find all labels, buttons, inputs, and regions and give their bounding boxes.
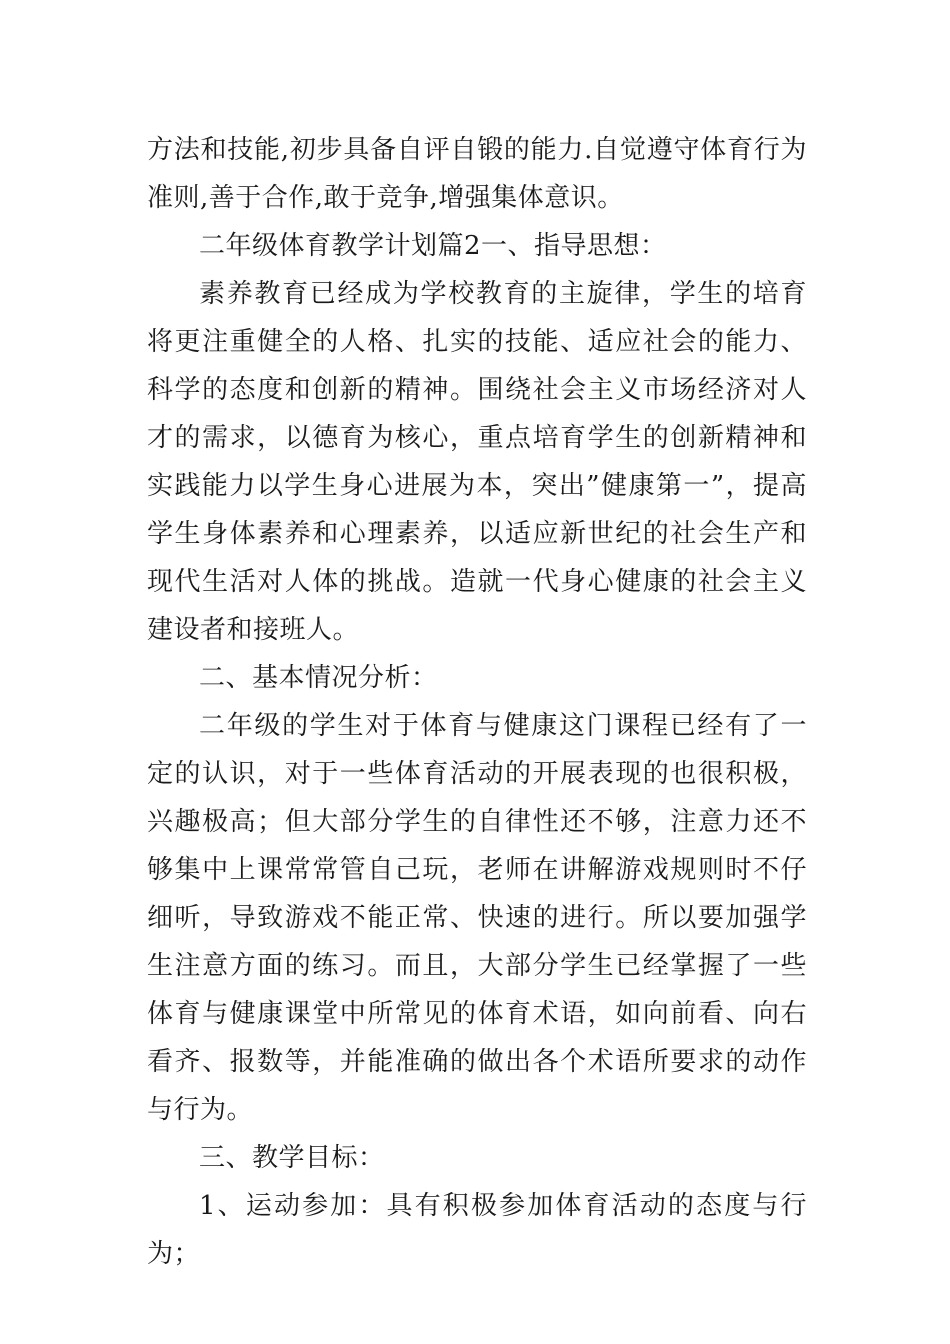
document-body xyxy=(147,126,807,1278)
section-heading-guiding-thought: 二年级体育教学计划篇2一、指导思想： xyxy=(199,231,667,261)
section-heading-teaching-goals: 三、教学目标： xyxy=(199,1143,385,1173)
paragraph-guiding-thought: 素养教育已经成为学校教育的主旋律，学生的培育将更注重健全的人格、扎实的技能、适应社会的能力、科学的态度和创新的精神。围绕社会主义市场经济对人才的需求，以德育为核心，重点培育学生的创新精神和实践能力以学生身心进展为本，突出”健康第一”，提高学生身体素养和心理素养，以适应新世纪的社会生产和现代生活对人体的挑战。造就一代身心健康的社会主义建设者和接班人。 xyxy=(147,279,807,645)
section-heading-situation-analysis: 二、基本情况分析： xyxy=(199,663,438,693)
paragraph-goal-item-1: 1、运动参加：具有积极参加体育活动的态度与行为； xyxy=(147,1191,807,1269)
paragraph-situation-analysis: 二年级的学生对于体育与健康这门课程已经有了一定的认识，对于一些体育活动的开展表现的也很积极，兴趣极高；但大部分学生的自律性还不够，注意力还不够集中上课常常管自己玩，老师在讲解游戏规则时不仔细听，导致游戏不能正常、快速的进行。所以要加强学生注意方面的练习。而且，大部分学生已经掌握了一些体育与健康课堂中所常见的体育术语，如向前看、向右看齐、报数等，并能准确的做出各个术语所要求的动作与行为。 xyxy=(147,711,807,1125)
paragraph-continuation: 方法和技能,初步具备自评自锻的能力.自觉遵守体育行为准则,善于合作,敢于竞争,增强集体意识。 xyxy=(147,135,807,213)
